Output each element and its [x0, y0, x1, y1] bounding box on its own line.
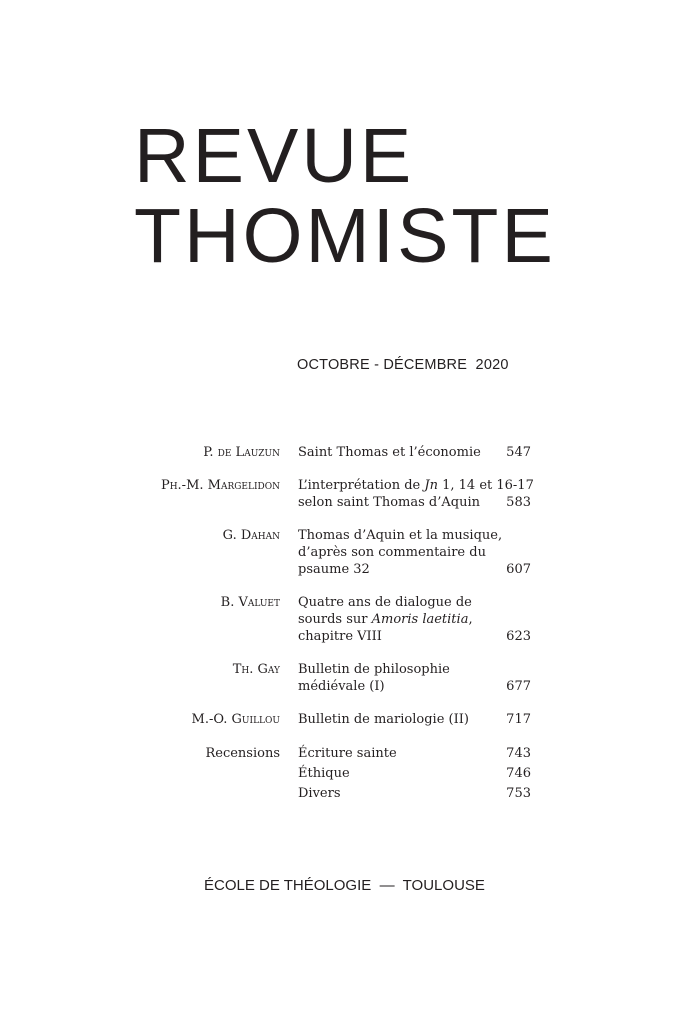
page-number: 753	[506, 786, 531, 801]
page-number: 717	[506, 712, 531, 727]
toc-entry	[0, 527, 683, 578]
recension-item	[0, 764, 683, 784]
title-segment: 1, 14 et 16-17	[437, 478, 534, 493]
title-segment: médiévale (I)	[298, 679, 385, 694]
toc-line	[0, 444, 683, 461]
article-title	[298, 678, 385, 695]
recension-title: Éthique	[298, 766, 350, 781]
table-of-contents	[0, 444, 683, 820]
title-segment: ,	[468, 612, 473, 627]
italic-title-segment: Jn	[424, 478, 438, 493]
article-title	[298, 494, 480, 511]
author-name: P. de Lauzun	[203, 445, 280, 460]
toc-line	[0, 611, 683, 628]
title-segment: L’interprétation de	[298, 478, 425, 493]
toc-line	[0, 661, 683, 678]
article-title	[298, 527, 502, 544]
journal-title-line-2: THOMISTE	[134, 193, 556, 279]
toc-entry	[0, 594, 683, 645]
article-title	[298, 444, 481, 461]
page-number: 547	[506, 445, 531, 460]
author-name: B. Valuet	[220, 595, 280, 610]
title-segment: Thomas d’Aquin et la musique,	[298, 528, 503, 543]
toc-line	[0, 494, 683, 511]
publisher: ÉCOLE DE THÉOLOGIE — TOULOUSE	[204, 877, 485, 894]
toc-entry	[0, 477, 683, 511]
author-name: Ph.-M. Margelidon	[160, 478, 280, 493]
title-segment: sourds sur	[298, 612, 372, 627]
page-number: 677	[506, 679, 531, 694]
toc-line	[0, 477, 683, 494]
toc-entry	[0, 661, 683, 695]
toc-line	[0, 561, 683, 578]
toc-line	[0, 594, 683, 611]
article-title	[298, 594, 472, 611]
article-title	[298, 611, 473, 628]
recensions-label: Recensions	[205, 746, 280, 761]
title-segment: Bulletin de mariologie (II)	[298, 712, 469, 727]
page-number: 743	[506, 746, 531, 761]
journal-title-line-1: REVUE	[134, 113, 415, 199]
page-number: 746	[506, 766, 531, 781]
title-segment: Bulletin de philosophie	[298, 662, 450, 677]
recension-title: Divers	[298, 786, 341, 801]
article-title	[298, 561, 370, 578]
page-number: 607	[506, 562, 531, 577]
toc-line	[0, 711, 683, 728]
author-name: Th. Gay	[232, 662, 280, 677]
toc-entry	[0, 444, 683, 461]
title-segment: Saint Thomas et l’économie	[298, 445, 481, 460]
title-segment: psaume 32	[298, 562, 370, 577]
toc-line	[0, 527, 683, 544]
article-title	[298, 711, 469, 728]
toc-entry	[0, 711, 683, 728]
toc-line	[0, 678, 683, 695]
recension-item	[0, 744, 683, 764]
page-number: 623	[506, 629, 531, 644]
article-title	[298, 661, 450, 678]
page-number: 583	[506, 495, 531, 510]
italic-title-segment: Amoris laetitia	[371, 612, 469, 627]
toc-line	[0, 544, 683, 561]
title-segment: Quatre ans de dialogue de	[298, 595, 472, 610]
title-segment: d’après son commentaire du	[298, 545, 486, 560]
recensions-section	[0, 744, 683, 804]
title-segment: chapitre VIII	[298, 629, 382, 644]
title-segment: selon saint Thomas d’Aquin	[298, 495, 480, 510]
author-name: M.-O. Guillou	[191, 712, 280, 727]
article-title	[298, 544, 486, 561]
issue-date: OCTOBRE - DÉCEMBRE 2020	[297, 357, 509, 373]
recension-title: Écriture sainte	[298, 746, 397, 761]
article-title	[298, 628, 382, 645]
toc-line	[0, 628, 683, 645]
article-title	[298, 477, 534, 494]
author-name: G. Dahan	[222, 528, 280, 543]
recension-item	[0, 784, 683, 804]
